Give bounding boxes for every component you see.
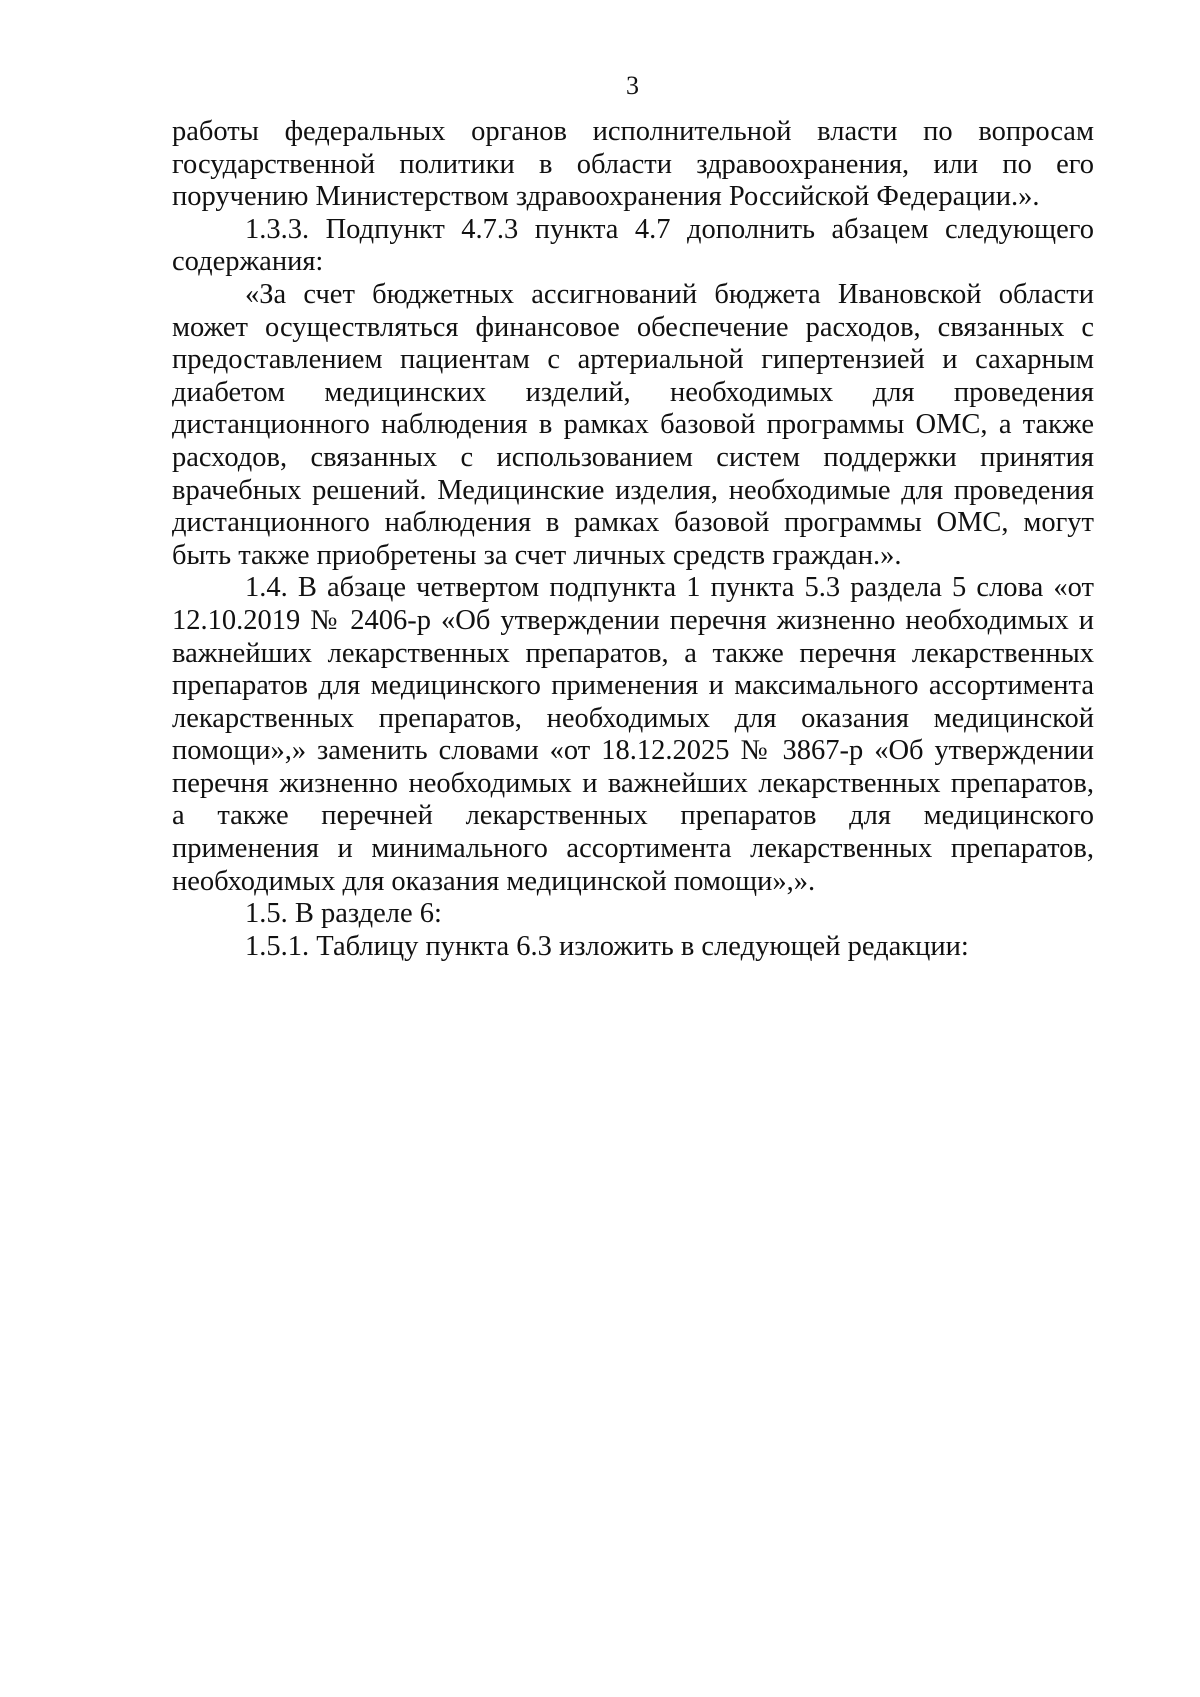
paragraph-item-1-5: 1.5. В разделе 6: — [245, 898, 442, 930]
paragraph-continuation: работы федеральных органов исполнительной власти по вопросам государственной политики в области здравоохранения, или по его поручению Министерством здравоохранения Российской Федерации.». — [172, 116, 1094, 213]
document-body — [172, 116, 1094, 963]
paragraph-quoted-addition: «За счет бюджетных ассигнований бюджета Ивановской области может осуществляться финансовое обеспечение расходов, связанных с предоставлением пациентам с артериальной гипертензией и сахарным диабетом медицинских изделий, необходимых для проведения дистанционного наблюдения в рамках базовой программы ОМС, а также расходов, связанных с использованием систем поддержки принятия врачебных решений. Медицинские изделия, необходимые для проведения дистанционного наблюдения в рамках базовой программы ОМС, могут быть также приобретены за счет личных средств граждан.». — [172, 278, 1094, 571]
paragraph-item-1-5-1: 1.5.1. Таблицу пункта 6.3 изложить в следующей редакции: — [245, 930, 969, 962]
paragraph-item-1-3-3: 1.3.3. Подпункт 4.7.3 пункта 4.7 дополнить абзацем следующего содержания: — [172, 213, 1094, 278]
page-number: 3 — [626, 71, 639, 100]
paragraph-item-1-4: 1.4. В абзаце четвертом подпункта 1 пункта 5.3 раздела 5 слова «от 12.10.2019 № 2406-р «Об утверждении перечня жизненно необходимых и важнейших лекарственных препаратов, а также перечня лекарственных препаратов для медицинского применения и максимального ассортимента лекарственных препаратов, необходимых для оказания медицинской помощи»,» заменить словами «от 18.12.2025 № 3867-р «Об утверждении перечня жизненно необходимых и важнейших лекарственных препаратов, а также перечней лекарственных препаратов для медицинского применения и минимального ассортимента лекарственных препаратов, необходимых для оказания медицинской помощи»,». — [172, 572, 1094, 897]
